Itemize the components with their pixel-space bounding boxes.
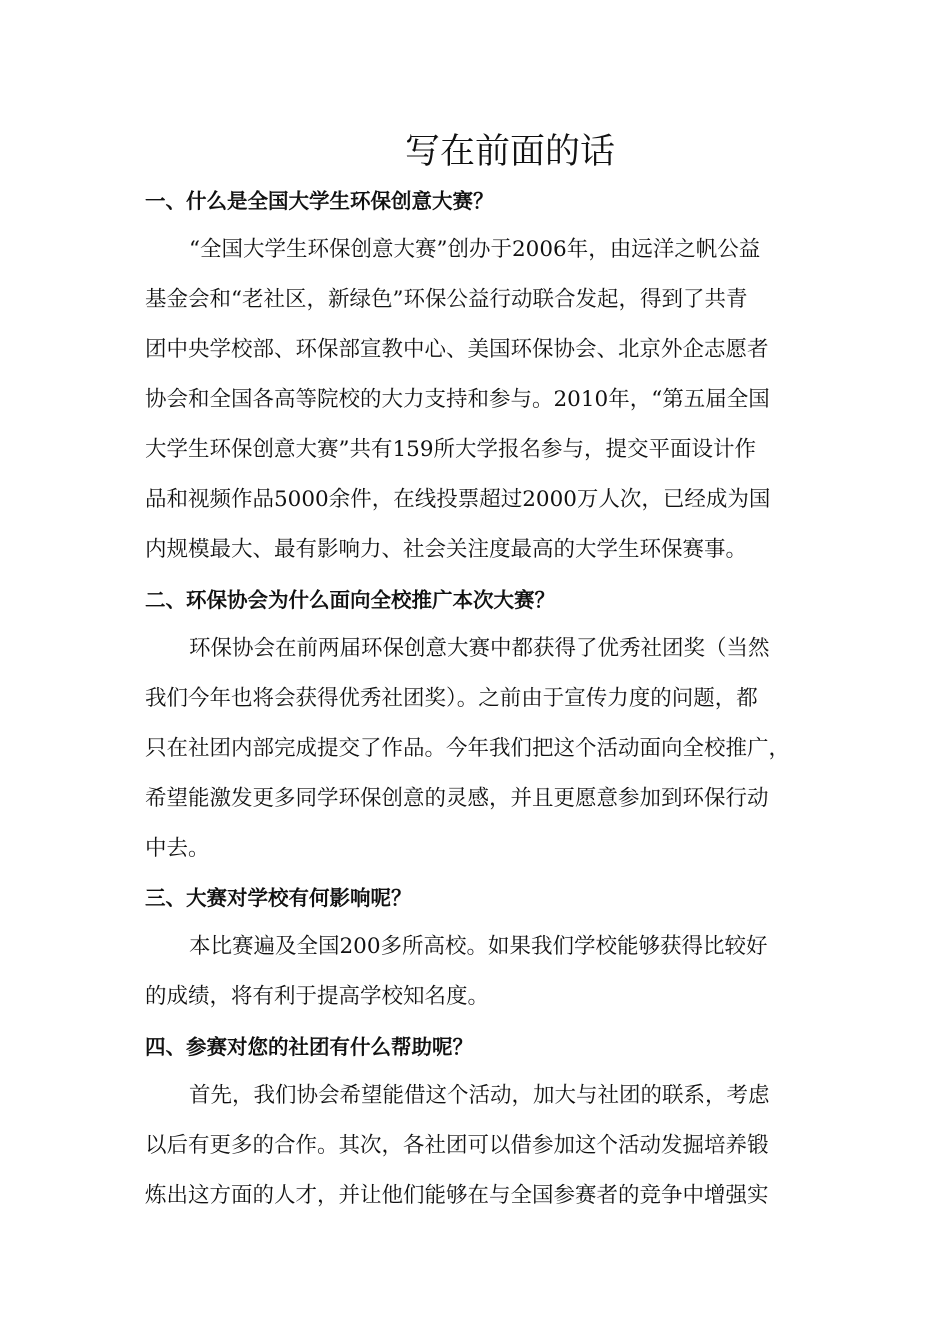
paragraph-line: 的成绩，将有利于提高学校知名度。	[145, 984, 490, 1009]
paragraph-line: 协会和全国各高等院校的大力支持和参与。2010年，“第五届全国	[145, 387, 770, 412]
section-paragraph-1	[145, 225, 825, 575]
section-paragraph-3	[145, 922, 825, 1022]
paragraph-line: 希望能激发更多同学环保创意的灵感，并且更愿意参加到环保行动	[145, 786, 769, 811]
section-paragraph-2	[145, 624, 825, 874]
section-heading-3: 三、大赛对学校有何影响呢？	[145, 886, 412, 910]
paragraph-line: 基金会和“老社区，新绿色”环保公益行动联合发起，得到了共青	[145, 287, 748, 312]
paragraph-line: 中去。	[145, 836, 210, 861]
section-heading-1: 一、什么是全国大学生环保创意大赛？	[145, 189, 494, 213]
paragraph-line: “全国大学生环保创意大赛”创办于2006年，由远洋之帆公益	[189, 237, 761, 262]
paragraph-line: 首先，我们协会希望能借这个活动，加大与社团的联系，考虑	[189, 1083, 770, 1108]
section-heading-2: 二、环保协会为什么面向全校推广本次大赛？	[145, 588, 555, 612]
paragraph-line: 我们今年也将会获得优秀社团奖）。之前由于宣传力度的问题，都	[145, 686, 758, 711]
paragraph-line: 环保协会在前两届环保创意大赛中都获得了优秀社团奖（当然	[189, 636, 770, 661]
page-title: 写在前面的话	[404, 132, 615, 172]
paragraph-line: 以后有更多的合作。其次，各社团可以借参加这个活动发掘培养锻	[145, 1133, 769, 1158]
paragraph-line: 炼出这方面的人才，并让他们能够在与全国参赛者的竞争中增强实	[145, 1183, 769, 1208]
paragraph-line: 内规模最大、最有影响力、社会关注度最高的大学生环保赛事。	[145, 537, 748, 562]
paragraph-line: 只在社团内部完成提交了作品。今年我们把这个活动面向全校推广，	[145, 736, 791, 761]
paragraph-line: 大学生环保创意大赛”共有159所大学报名参与，提交平面设计作	[145, 437, 757, 462]
paragraph-line: 品和视频作品5000余件，在线投票超过2000万人次，已经成为国	[145, 487, 771, 512]
paragraph-line: 本比赛遍及全国200多所高校。如果我们学校能够获得比较好	[189, 934, 768, 959]
paragraph-line: 团中央学校部、环保部宣教中心、美国环保协会、北京外企志愿者	[145, 337, 769, 362]
section-paragraph-4	[145, 1071, 825, 1221]
section-heading-4: 四、参赛对您的社团有什么帮助呢？	[145, 1035, 473, 1059]
